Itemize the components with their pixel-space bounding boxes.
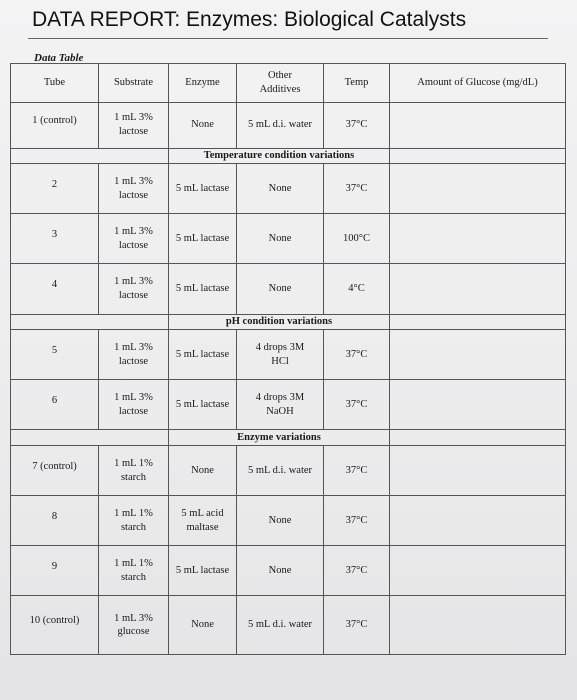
substrate-cell (99, 330, 169, 380)
tube-cell (11, 214, 99, 264)
table-row (11, 496, 566, 546)
table-row (11, 214, 566, 264)
tube-cell (11, 264, 99, 314)
substrate-cell (99, 496, 169, 546)
enzyme-cell (169, 380, 237, 430)
table-label: Data Table (34, 52, 84, 64)
header-other-line1: Other (268, 70, 292, 82)
substrate-line2: starch (120, 571, 147, 583)
data-table-wrapper (10, 63, 565, 655)
additives-line2: NaOH (266, 405, 294, 417)
glucose-entry-cell[interactable] (390, 546, 566, 596)
tube-number: 7 (control) (32, 460, 77, 472)
additives-cell (237, 330, 324, 380)
tube-number: 8 (51, 510, 58, 522)
enzyme-cell (169, 546, 237, 596)
additives-cell (237, 164, 324, 214)
section-row-enzyme (11, 430, 566, 446)
additives-cell (237, 596, 324, 655)
substrate-line1: 1 mL 3% (114, 612, 153, 624)
tube-cell (11, 596, 99, 655)
additives-line1: 5 mL d.i. water (247, 619, 313, 631)
table-header-row (11, 64, 566, 103)
table-row (11, 102, 566, 148)
table-row (11, 164, 566, 214)
substrate-cell (99, 380, 169, 430)
glucose-entry-cell[interactable] (390, 446, 566, 496)
table-row (11, 446, 566, 496)
tube-cell (11, 380, 99, 430)
substrate-line2: glucose (117, 626, 150, 638)
section-label-temperature: Temperature condition variations (169, 148, 390, 164)
additives-line1: 5 mL d.i. water (247, 119, 313, 131)
enzyme-cell (169, 102, 237, 148)
enzyme-line1: 5 mL lactase (175, 565, 230, 577)
title-rule (28, 38, 548, 39)
tube-cell (11, 546, 99, 596)
substrate-line2: lactose (118, 189, 149, 201)
glucose-entry-cell[interactable] (390, 380, 566, 430)
section-row-temperature (11, 148, 566, 164)
glucose-entry-cell[interactable] (390, 164, 566, 214)
table-row (11, 380, 566, 430)
table-row (11, 596, 566, 655)
substrate-cell (99, 214, 169, 264)
substrate-cell (99, 102, 169, 148)
section-label-ph: pH condition variations (169, 314, 390, 330)
additives-line1: 5 mL d.i. water (247, 464, 313, 476)
enzyme-cell (169, 164, 237, 214)
additives-cell (237, 380, 324, 430)
enzyme-cell (169, 330, 237, 380)
tube-number: 1 (control) (32, 115, 77, 127)
substrate-line1: 1 mL 3% (114, 342, 153, 354)
substrate-line1: 1 mL 1% (114, 457, 153, 469)
substrate-line1: 1 mL 1% (114, 508, 153, 520)
additives-line1: 4 drops 3M (255, 392, 305, 404)
additives-cell (237, 264, 324, 314)
table-row (11, 330, 566, 380)
enzyme-line2: maltase (186, 521, 219, 533)
page-title: DATA REPORT: Enzymes: Biological Catalysts (32, 8, 467, 31)
temp-cell: 4°C (324, 264, 390, 314)
header-substrate: Substrate (99, 64, 169, 103)
glucose-entry-cell[interactable] (390, 596, 566, 655)
additives-cell (237, 446, 324, 496)
additives-cell (237, 496, 324, 546)
temp-cell: 37°C (324, 164, 390, 214)
additives-cell (237, 214, 324, 264)
substrate-line1: 1 mL 3% (114, 392, 153, 404)
enzyme-cell (169, 596, 237, 655)
substrate-line2: starch (120, 521, 147, 533)
tube-number: 10 (control) (29, 615, 80, 627)
glucose-entry-cell[interactable] (390, 264, 566, 314)
tube-number: 3 (51, 229, 58, 241)
enzyme-line1: 5 mL lactase (175, 283, 230, 295)
additives-line1: None (268, 233, 292, 245)
section-spacer (11, 314, 169, 330)
additives-cell (237, 546, 324, 596)
temp-cell: 37°C (324, 380, 390, 430)
header-other-additives (237, 64, 324, 103)
enzyme-line1: None (191, 119, 214, 131)
section-row-ph (11, 314, 566, 330)
section-glucose-spacer (390, 314, 566, 330)
header-temp: Temp (324, 64, 390, 103)
tube-number: 9 (51, 561, 58, 573)
section-label-enzyme: Enzyme variations (169, 430, 390, 446)
substrate-line2: lactose (118, 405, 149, 417)
enzyme-line1: None (191, 619, 214, 631)
additives-line1: 4 drops 3M (255, 342, 305, 354)
glucose-entry-cell[interactable] (390, 214, 566, 264)
header-other-line2: Additives (259, 83, 301, 95)
substrate-line1: 1 mL 3% (114, 276, 153, 288)
substrate-cell (99, 446, 169, 496)
temp-cell: 37°C (324, 496, 390, 546)
temp-cell: 37°C (324, 102, 390, 148)
glucose-entry-cell[interactable] (390, 496, 566, 546)
section-glucose-spacer (390, 148, 566, 164)
additives-line1: None (268, 182, 292, 194)
substrate-line2: lactose (118, 239, 149, 251)
additives-line1: None (268, 283, 292, 295)
enzyme-line1: 5 mL acid (181, 508, 224, 520)
substrate-cell (99, 264, 169, 314)
substrate-cell (99, 596, 169, 655)
enzyme-cell (169, 214, 237, 264)
temp-cell: 37°C (324, 546, 390, 596)
table-row (11, 264, 566, 314)
section-glucose-spacer (390, 430, 566, 446)
glucose-entry-cell[interactable] (390, 102, 566, 148)
substrate-line1: 1 mL 3% (114, 112, 153, 124)
tube-cell (11, 164, 99, 214)
substrate-line2: lactose (118, 126, 149, 138)
temp-cell: 100°C (324, 214, 390, 264)
tube-number: 5 (51, 344, 58, 356)
enzyme-cell (169, 496, 237, 546)
temp-cell: 37°C (324, 446, 390, 496)
table-row (11, 546, 566, 596)
temp-cell: 37°C (324, 330, 390, 380)
enzyme-line1: 5 mL lactase (175, 348, 230, 360)
glucose-entry-cell[interactable] (390, 330, 566, 380)
header-glucose: Amount of Glucose (mg/dL) (390, 64, 566, 103)
additives-line2: HCl (271, 355, 289, 367)
substrate-line1: 1 mL 3% (114, 226, 153, 238)
substrate-line1: 1 mL 3% (114, 176, 153, 188)
tube-cell (11, 102, 99, 148)
additives-line1: None (268, 514, 292, 526)
tube-number: 4 (51, 279, 58, 291)
tube-number: 2 (51, 178, 58, 190)
substrate-line2: lactose (118, 289, 149, 301)
substrate-line2: starch (120, 471, 147, 483)
tube-cell (11, 330, 99, 380)
enzyme-line1: 5 mL lactase (175, 399, 230, 411)
substrate-cell (99, 546, 169, 596)
substrate-line1: 1 mL 1% (114, 558, 153, 570)
data-table (10, 63, 566, 655)
enzyme-line1: 5 mL lactase (175, 182, 230, 194)
temp-cell: 37°C (324, 596, 390, 655)
header-enzyme: Enzyme (169, 64, 237, 103)
tube-cell (11, 496, 99, 546)
enzyme-cell (169, 264, 237, 314)
enzyme-line1: 5 mL lactase (175, 233, 230, 245)
substrate-line2: lactose (118, 355, 149, 367)
substrate-cell (99, 164, 169, 214)
additives-cell (237, 102, 324, 148)
section-spacer (11, 430, 169, 446)
enzyme-cell (169, 446, 237, 496)
additives-line1: None (268, 565, 292, 577)
header-tube: Tube (11, 64, 99, 103)
tube-number: 6 (51, 395, 58, 407)
tube-cell (11, 446, 99, 496)
section-spacer (11, 148, 169, 164)
enzyme-line1: None (191, 464, 214, 476)
